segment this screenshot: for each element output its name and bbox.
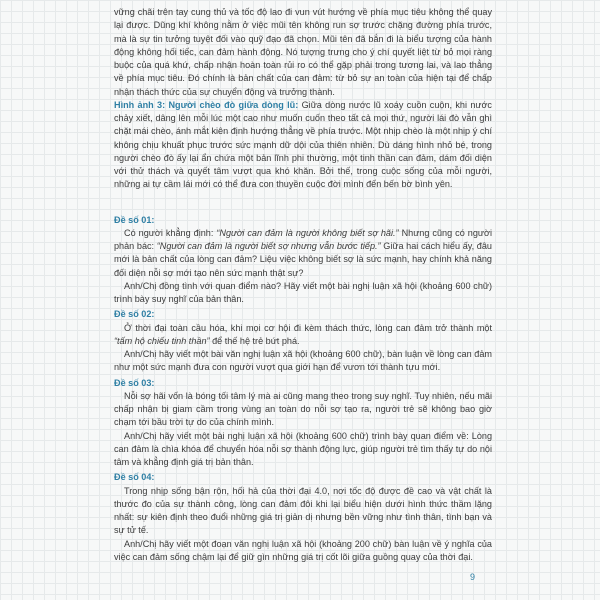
question-4-prompt: Trong nhịp sống bận rộn, hối hả của thời đại 4.0, nơi tốc độ được đề cao và vật chất là thước đo của sự thành công, lòng can đảm đôi khi lại biểu hiện dưới hình thức thầm lặng nhất: sự kiên định theo đuổi những giá trị giản dị nhưng bền vững như tình thân, tình bạn và sự tử tế. <box>114 485 492 536</box>
question-1-text-b: Nhưng cũng có người phản bác: <box>114 227 492 251</box>
question-1-quote-1: “Người can đảm là người không biết sợ hãi.” <box>216 227 399 238</box>
page-content <box>114 6 492 564</box>
question-1-title: Đề số 01: <box>114 214 155 225</box>
question-3-task: Anh/Chị hãy viết một bài nghị luận xã hội (khoảng 600 chữ) trình bày quan điểm về: Lòng can đảm là chìa khóa để chuyển hóa nỗi sợ thành động lực, giúp người trẻ tìm thấy tự do nội tâm và khẳng định giá trị bản thân. <box>114 430 492 467</box>
question-2-text-a: Ở thời đại toàn cầu hóa, khi mọi cơ hội đi kèm thách thức, lòng can đảm trở thành một <box>124 322 492 333</box>
image-3-label: Hình ảnh 3: Người chèo đò giữa dòng lũ: <box>114 99 299 110</box>
intro-paragraph: vững chãi trên tay cung thủ và tốc độ lao đi vun vút hướng về phía mục tiêu không thể quay lại được. Dũng khí không nằm ở việc mũi tên không run sợ trước chặng đường phía trước, mà là sự tin tưởng tuyệt đối vào quỹ đạo đã chọn. Mũi tên đã bắn đi là biểu tượng của hành động không hối tiếc, can đảm hành động. Nó tượng trưng cho ý chí quyết liệt từ bỏ mọi ràng buộc của quá khứ, chấp nhận hoàn toàn rủi ro có thể gặp phải trong tương lai, và lao thẳng về phía mục tiêu. Đó chính là bản chất của can đảm: từ bỏ sự an toàn của hiện tại để chấp nhận thách thức của sự chuyển động và trưởng thành. <box>114 7 492 97</box>
section-gap <box>114 192 492 212</box>
question-4 <box>114 471 492 564</box>
question-1-text-c: Giữa hai cách hiểu ấy, đâu mới là bản chất của lòng can đảm? Liệu việc không biết sợ là sức mạnh, hay chính khả năng đối diện nỗi sợ mới tạo nên sức mạnh thật sự? <box>114 241 492 278</box>
question-2-quote: “tấm hộ chiếu tinh thần” <box>114 335 210 346</box>
image-3-paragraph <box>114 99 492 192</box>
question-1-task: Anh/Chị đồng tình với quan điểm nào? Hãy viết một bài nghị luận xã hội (khoảng 600 chữ) trình bày suy nghĩ của bản thân. <box>114 280 492 304</box>
question-2-text-b: để thế hệ trẻ bứt phá. <box>209 335 300 346</box>
question-1-text-a: Có người khẳng định: <box>124 227 217 238</box>
question-3 <box>114 377 492 470</box>
question-2-title: Đề số 02: <box>114 309 155 320</box>
question-3-title: Đề số 03: <box>114 377 155 388</box>
question-3-prompt: Nỗi sợ hãi vốn là bóng tối tâm lý mà ai cũng mang theo trong suy nghĩ. Tuy nhiên, nếu mãi chấp nhận bị giam cầm trong vùng an toàn do nỗi sợ tạo ra, người trẻ sẽ không bao giờ chạm tới bầu trời tự do của chính mình. <box>114 390 492 428</box>
question-4-title: Đề số 04: <box>114 472 155 483</box>
question-4-task: Anh/Chị hãy viết một đoạn văn nghị luận xã hội (khoảng 200 chữ) bàn luận về ý nghĩa của việc can đảm sống chậm lại để giữ gìn những giá trị cốt lõi giữa guồng quay của thời đại. <box>114 538 492 562</box>
image-3-text: Giữa dòng nước lũ xoáy cuồn cuộn, khi nước chảy xiết, dâng lên mỗi lúc một cao như muốn cuốn theo tất cả mọi thứ, người lái đò vẫn ghì chặt mái chèo, ánh mắt kiên định hướng thẳng về phía trước. Một nhịp chèo là một nhịp ý chí không chịu khuất phục trước sức mạnh dữ dội của thiên nhiên. Dù dáng hình nhỏ bé, trong người chèo đò ấy lại ẩn chứa một bản lĩnh phi thường, một tinh thần can đảm, dám đối diện với thử thách và quyết tâm vượt qua khó khăn. Bởi thế, trong cuộc sống của mỗi người, những ai tự cầm lái mới có thể đưa con thuyền cuộc đời mình đến bến bờ bình yên. <box>114 99 492 190</box>
question-1-prompt <box>114 227 492 280</box>
question-2-task: Anh/Chị hãy viết một bài văn nghị luận xã hội (khoảng 600 chữ), bàn luận về lòng can đảm như một sức mạnh đưa con người vượt qua giới hạn để vươn tới thành tựu mới. <box>114 349 492 373</box>
question-2 <box>114 308 492 374</box>
question-2-prompt <box>114 322 492 349</box>
page-number: 9 <box>470 572 476 582</box>
question-1 <box>114 214 492 307</box>
question-1-quote-2: “Người can đảm là người biết sợ nhưng vẫn bước tiếp.” <box>156 241 381 251</box>
